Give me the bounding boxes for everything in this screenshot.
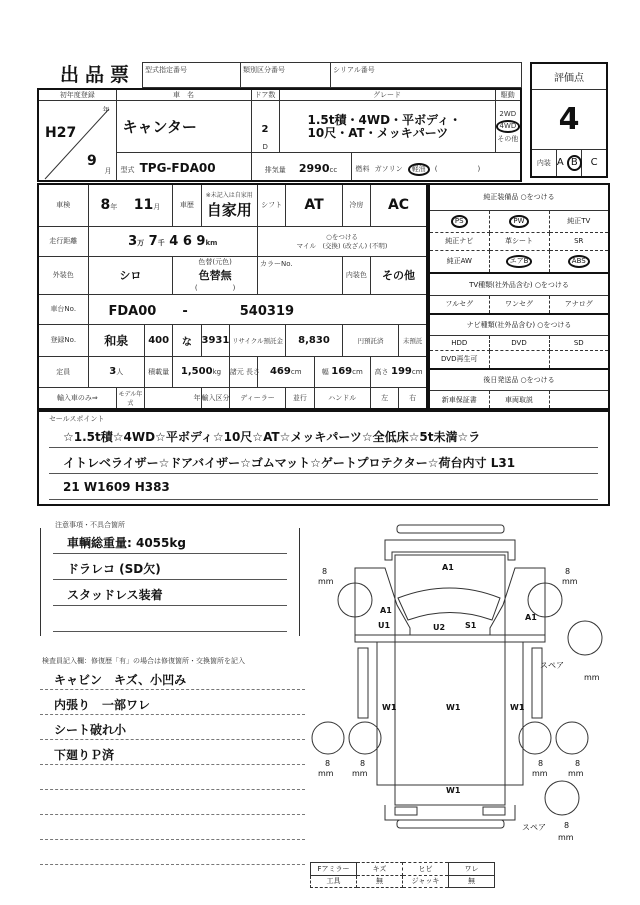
note-line: ドラレコ (SD欠)	[53, 554, 287, 580]
leather-item: 革シート	[489, 232, 549, 250]
mark-s1: S1	[465, 621, 477, 630]
navi-item: 純正ナビ	[429, 232, 489, 250]
height: 高さ 199cm	[371, 356, 428, 387]
tv-analog: アナログ	[549, 295, 609, 313]
chassis-label: 車台No.	[38, 294, 88, 324]
cab-frame	[395, 555, 505, 805]
inspector-line	[40, 840, 305, 865]
dvd-playback: DVD再生可	[429, 350, 489, 368]
front-bumper	[397, 525, 504, 533]
inspector-line	[40, 765, 305, 790]
exterior-color: シロ	[88, 256, 173, 294]
width: 幅 169cm	[314, 356, 371, 387]
mark-a1-left: A1	[380, 606, 392, 615]
sales-line: イトレベライザー☆ドアバイザー☆ゴムマット☆ゲートプロテクター☆荷台内寸 L31	[49, 448, 598, 474]
inspector-lines	[40, 665, 305, 865]
break: ワレ	[449, 863, 495, 876]
tv-title: TV種類(社外品含む) ○をつける	[429, 273, 609, 295]
svg-text:mm: mm	[558, 833, 574, 842]
rating-score: 4	[531, 89, 607, 149]
interior-color: その他	[371, 256, 428, 294]
equipment-table	[428, 183, 610, 410]
import-type-label: 輸入区分	[201, 387, 229, 409]
load-label: 積載量	[145, 356, 173, 387]
left-step	[358, 648, 368, 718]
inspector-line: 内張り 一部ワレ	[40, 690, 305, 715]
notes-label: 注意事項・不具合箇所	[55, 521, 125, 529]
handle-right: 右	[399, 387, 427, 409]
mark-w1-right: W1	[510, 703, 525, 712]
parts-table	[310, 862, 495, 888]
mark-w1-center: W1	[446, 703, 461, 712]
ps-circled: PS	[451, 215, 468, 228]
fuel-diesel-circled: 軽油	[408, 163, 430, 176]
recycle-label: リサイクル預託金	[229, 324, 286, 356]
spare-tire-top	[568, 621, 602, 655]
tread-rlo: 8	[325, 759, 331, 768]
model: 型式 TPG-FDA00	[116, 153, 251, 181]
drive-label: 駆動	[495, 89, 521, 101]
tv-item: 純正TV	[549, 210, 609, 232]
cab-base	[355, 635, 545, 642]
svg-text:8: 8	[564, 821, 570, 830]
type-designation-field: 型式指定番号	[143, 63, 241, 88]
sales-label: セールスポイント	[49, 415, 105, 423]
tools-value: 無	[357, 875, 403, 888]
tools-label: 工具	[311, 875, 357, 888]
tv-one: ワンセグ	[489, 295, 549, 313]
jack-label: ジャッキ	[403, 875, 449, 888]
sr-item: SR	[549, 232, 609, 250]
navi-hdd: HDD	[429, 336, 489, 350]
rear-bumper	[397, 820, 504, 828]
reg-label: 登録No.	[38, 324, 88, 356]
airbag-circled: エアB	[506, 255, 533, 268]
sales-line: ☆1.5t積☆4WD☆平ボディ☆10尺☆AT☆メッキパーツ☆全低床☆5t未満☆ラ	[49, 424, 598, 448]
tire-rear-left-outer	[312, 722, 344, 754]
chassis-number: FDA00 - 540319	[88, 294, 427, 324]
serial-field: シリアル番号	[331, 63, 522, 88]
inspection-date: 8年 11月	[88, 184, 173, 226]
mileage-label: 走行距離	[38, 226, 88, 256]
sales-points	[37, 410, 610, 506]
mark-w1-rear: W1	[446, 786, 461, 795]
mark-u1: U1	[378, 621, 391, 630]
svg-text:mm: mm	[562, 577, 578, 586]
category-field: 類別区分番号	[241, 63, 331, 88]
load: 1,500kg	[173, 356, 230, 387]
inspector-line: キャビン キズ、小凹み	[40, 665, 305, 690]
tread-rro: 8	[575, 759, 581, 768]
reg-num: 3931	[201, 324, 229, 356]
inspector-line: シート破れ小	[40, 715, 305, 740]
mark-a1-hood: A1	[442, 563, 454, 572]
right-step	[532, 648, 542, 718]
recycle-amount: 8,830	[286, 324, 343, 356]
reg-month: 9	[87, 153, 97, 169]
manual: 車両取説	[489, 391, 549, 409]
handle-label: ハンドル	[314, 387, 371, 409]
history: ※未記入は自家用 自家用	[201, 184, 258, 226]
drive-options: 2WD 4WD その他	[495, 101, 521, 153]
spare-tire-bottom	[545, 781, 579, 815]
front-panel	[385, 540, 515, 560]
mark-w1-left: W1	[382, 703, 397, 712]
inspection-label: 車検	[38, 184, 88, 226]
abs-circled: ABS	[568, 255, 590, 268]
rating-box	[530, 62, 608, 178]
inspector-line	[40, 815, 305, 840]
capacity-label: 定員	[38, 356, 88, 387]
page-title: 出品票	[60, 64, 136, 86]
mark-a1-right: A1	[525, 613, 537, 622]
era-year: H27	[45, 125, 77, 141]
dealer: ディーラー	[229, 387, 286, 409]
inspector-label: 検査員記入欄：修復歴「有」の場合は修復箇所・交換箇所を記入	[42, 657, 245, 665]
navi-dvd: DVD	[489, 336, 549, 350]
tread-rli: 8	[360, 759, 366, 768]
windshield	[398, 588, 500, 620]
reg-class: 400	[145, 324, 173, 356]
inspector-line	[40, 790, 305, 815]
interior-label: 内装	[531, 149, 556, 177]
displacement: 排気量 2990cc	[251, 153, 351, 181]
mileage-marks: ○をつける マイル (交換) (改ざん) (不明)	[258, 226, 428, 256]
tire-rear-right-outer	[556, 722, 588, 754]
shift: AT	[286, 184, 343, 226]
first-registration: 年 H27 9 月	[38, 101, 116, 181]
svg-text:mm: mm	[318, 577, 334, 586]
svg-text:mm: mm	[352, 769, 368, 778]
model-year: 年	[145, 387, 202, 409]
pw-circled: PW	[509, 215, 528, 228]
navi-sd: SD	[549, 336, 609, 350]
interior-color-label: 内装色	[342, 256, 370, 294]
car-name-label: 車 名	[116, 89, 251, 101]
recycle-paid: 円預託済	[342, 324, 399, 356]
grade: 1.5t積・4WD・平ボディ・10尺・AT・メッキパーツ	[279, 101, 495, 153]
import-label: 輸入車のみ⇒	[38, 387, 116, 409]
shift-label: シフト	[258, 184, 286, 226]
tv-full: フルセグ	[429, 295, 489, 313]
ac: AC	[371, 184, 428, 226]
ac-label: 冷房	[342, 184, 370, 226]
color-change: 色替(元色) 色替無 ( )	[173, 256, 258, 294]
reg-area: 和泉	[88, 324, 145, 356]
note-line: スタッドレス装着	[53, 580, 287, 606]
note-line	[53, 606, 287, 632]
spare-label-bottom: スペア	[522, 823, 546, 832]
spare-label-top: スペア	[540, 661, 564, 670]
history-label: 車歴	[173, 184, 201, 226]
length: 469cm	[258, 356, 315, 387]
equipment-title: 純正装備品 ○をつける	[429, 184, 609, 210]
car-name: キャンター	[116, 101, 251, 153]
svg-text:mm: mm	[568, 769, 584, 778]
grade-label: グレード	[279, 89, 495, 101]
tire-rear-right-inner	[519, 722, 551, 754]
first-reg-label: 初年度登録	[38, 89, 116, 101]
later-title: 後日発送品 ○をつける	[429, 369, 609, 391]
aw-item: 純正AW	[429, 250, 489, 273]
drive-4wd-circled: 4WD	[496, 120, 521, 133]
svg-text:mm: mm	[532, 769, 548, 778]
vehicle-summary	[37, 88, 522, 182]
header-fields	[142, 62, 522, 88]
recycle-unpaid: 未預託	[399, 324, 427, 356]
warranty: 新車保証書	[429, 391, 489, 409]
dims: 諸元 長さ	[229, 356, 257, 387]
bed	[377, 642, 523, 785]
svg-text:mm: mm	[584, 673, 600, 682]
exterior-label: 外装色	[38, 256, 88, 294]
color-no: カラーNo.	[258, 256, 343, 294]
fuel: 燃料 ガソリン 軽油 ( )	[351, 153, 521, 181]
reg-kana: な	[173, 324, 201, 356]
spec-table	[37, 183, 428, 410]
svg-text:mm: mm	[318, 769, 334, 778]
notes-box	[40, 528, 300, 636]
model-year-label: モデル年式	[116, 387, 144, 409]
tread-rri: 8	[538, 759, 544, 768]
handle-left: 左	[371, 387, 399, 409]
crack: ヒビ	[403, 863, 449, 876]
interior-a: A B	[556, 149, 581, 177]
tread-fr: 8	[565, 567, 571, 576]
doors-label: ドア数	[251, 89, 279, 101]
interior-c: C	[582, 149, 607, 177]
rating-label: 評価点	[531, 63, 607, 89]
jack-value: 無	[449, 875, 495, 888]
capacity: 3人	[88, 356, 145, 387]
vehicle-diagram	[300, 520, 610, 860]
interior-b-circled: B	[567, 155, 582, 171]
note-line: 車輌総重量: 4055kg	[53, 528, 287, 554]
scratch: キズ	[357, 863, 403, 876]
tire-rear-left-inner	[349, 722, 381, 754]
mileage: 3万 7千 4 6 9km	[88, 226, 258, 256]
parallel: 並行	[286, 387, 314, 409]
inspector-line: 下廻りＰ済	[40, 740, 305, 765]
sales-line: 21 W1609 H383	[49, 474, 598, 500]
tread-fl: 8	[322, 567, 328, 576]
mark-u2: U2	[433, 623, 446, 632]
mirror-label: Fアミラー	[311, 863, 357, 876]
doors: 2 D	[251, 101, 279, 153]
navi-title: ナビ種類(社外品含む) ○をつける	[429, 314, 609, 336]
